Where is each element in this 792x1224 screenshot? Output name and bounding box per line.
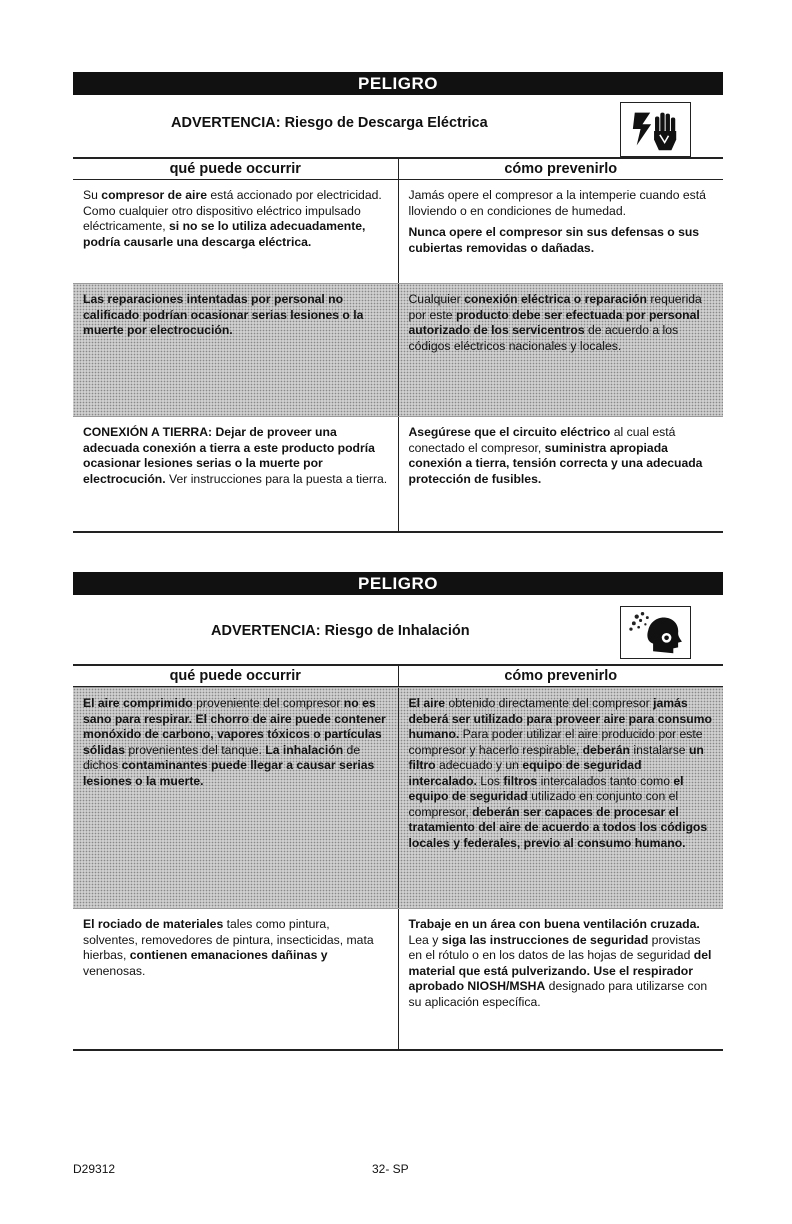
how-cell bbox=[398, 909, 724, 1049]
bold-text-run: siga las instrucciones de seguridad bbox=[441, 932, 649, 947]
how-cell bbox=[398, 180, 724, 283]
text-run: al cual está conectado el compresor, bbox=[408, 425, 676, 455]
text-run: provistas en el rótulo o en los datos de las hojas de seguridad bbox=[408, 932, 701, 962]
bold-text-run: conexión eléctrica o reparación bbox=[464, 292, 647, 306]
table-row bbox=[73, 283, 723, 417]
cell-paragraph bbox=[83, 292, 388, 339]
text-run: obtenido directamente del compresor bbox=[445, 696, 654, 710]
cell-paragraph bbox=[83, 696, 388, 789]
bold-text-run: si no se lo utiliza adecuadamente, podría causarle una descarga eléctrica. bbox=[83, 219, 366, 249]
table-header bbox=[73, 159, 723, 180]
text-run: instalarse bbox=[630, 742, 689, 757]
cell-paragraph bbox=[409, 225, 714, 256]
text-run: Ver instrucciones para la puesta a tierra. bbox=[165, 471, 388, 486]
model-number: D29312 bbox=[73, 1162, 116, 1176]
text-run: Jamás opere el compresor a la intemperie cuando está lloviendo o en condiciones de humedad. bbox=[408, 188, 706, 218]
what-cell bbox=[73, 688, 398, 908]
text-run: Los bbox=[476, 773, 504, 788]
text-run: provenientes del tanque. bbox=[125, 742, 266, 757]
text-run: está accionado por electricidad. Como cualquier otro dispositivo eléctrico impulsado eléctricamente, bbox=[83, 188, 382, 233]
text-run: adecuado y un bbox=[435, 758, 523, 772]
table-header bbox=[73, 666, 723, 687]
cell-paragraph bbox=[83, 425, 388, 487]
cell-paragraph bbox=[409, 917, 714, 1010]
cell-paragraph bbox=[409, 696, 714, 851]
bold-text-run: El rociado de materiales bbox=[83, 917, 224, 931]
table-row bbox=[73, 909, 723, 1049]
table-row bbox=[73, 687, 723, 909]
cell-paragraph bbox=[409, 292, 714, 354]
bold-text-run: compresor de aire bbox=[101, 188, 207, 202]
hazard-table bbox=[73, 664, 723, 1051]
table-row bbox=[73, 417, 723, 531]
bold-text-run: contienen emanaciones dañinas y bbox=[129, 948, 328, 962]
text-run: Cualquier bbox=[408, 292, 465, 306]
bold-text-run: no es sano para respirar. El chorro de aire puede contener monóxido de carbono, vapores tóxicos o partículas sólidas bbox=[83, 696, 386, 757]
what-cell bbox=[73, 417, 398, 531]
bold-text-run: deberán ser capaces de procesar el tratamiento del aire de acuerdo a todos los códigos locales y federales, previo al consumo humano. bbox=[408, 804, 708, 850]
bold-text-run: filtros bbox=[503, 773, 538, 788]
text-run: requerida por este bbox=[408, 292, 702, 322]
text-run: utilizado en conjunto con el compresor, bbox=[408, 789, 679, 819]
what-cell bbox=[73, 180, 398, 283]
bold-text-run: equipo de seguridad intercalado. bbox=[408, 758, 642, 788]
how-cell bbox=[398, 284, 724, 416]
cell-paragraph bbox=[83, 188, 388, 250]
cell-paragraph bbox=[409, 188, 714, 219]
bold-text-run: Trabaje en un área con buena ventilación cruzada. bbox=[408, 917, 700, 931]
danger-banner: PELIGRO bbox=[73, 72, 723, 95]
how-cell bbox=[398, 688, 724, 908]
bold-text-run: suministra apropiada conexión a tierra, tensión correcta y una adecuada protección de fusibles. bbox=[408, 440, 703, 486]
bold-text-run: CONEXIÓN A TIERRA: Dejar de proveer una adecuada conexión a tierra a este producto podría ocasionar lesiones serias o la muerte por electrocución. bbox=[83, 425, 375, 486]
warning-header bbox=[73, 595, 723, 664]
cell-paragraph bbox=[409, 425, 714, 487]
text-run: de acuerdo a los códigos eléctricos nacionales y locales. bbox=[408, 323, 679, 353]
text-run: Su bbox=[83, 188, 102, 202]
bold-text-run: La inhalación bbox=[265, 742, 344, 757]
bold-text-run: Asegúrese que el circuito eléctrico bbox=[408, 425, 611, 439]
header-what-can-happen: qué puede occurrir bbox=[169, 668, 301, 684]
page-number: 32- SP bbox=[372, 1162, 409, 1176]
header-how-to-prevent: cómo prevenirlo bbox=[398, 159, 724, 179]
warning-header bbox=[73, 95, 723, 157]
bold-text-run: Nunca opere el compresor sin sus defensas o sus cubiertas removidas o dañadas. bbox=[408, 225, 700, 255]
how-cell bbox=[398, 417, 724, 531]
what-cell bbox=[73, 909, 398, 1049]
text-run: Lea y bbox=[408, 932, 442, 947]
text-run: Para poder utilizar el aire producido por este compresor y hacerlo respirable, bbox=[408, 727, 703, 757]
what-cell bbox=[73, 284, 398, 416]
electric-shock-section bbox=[73, 72, 723, 533]
text-run: tales como pintura, solventes, removedores de pintura, insecticidas, mata hierbas, bbox=[83, 917, 374, 962]
bold-text-run: producto debe ser efectuada por personal autorizado de los servicentros bbox=[408, 307, 700, 337]
text-run: de dichos bbox=[83, 742, 361, 772]
bold-text-run: El aire bbox=[408, 696, 446, 710]
text-run: venenosas. bbox=[83, 963, 146, 978]
bold-text-run: del material que está pulverizando. Use el respirador aprobado NIOSH/MSHA bbox=[408, 948, 712, 993]
header-how-to-prevent: cómo prevenirlo bbox=[398, 666, 724, 686]
warning-title: ADVERTENCIA: Riesgo de Inhalación bbox=[211, 623, 470, 639]
bold-text-run: jamás deberá ser utilizado para proveer aire para consumo humano. bbox=[408, 696, 712, 741]
hazard-table bbox=[73, 157, 723, 533]
text-run: designado para utilizarse con su aplicación específica. bbox=[408, 979, 708, 1009]
inhalation-section bbox=[73, 572, 723, 1051]
danger-banner: PELIGRO bbox=[73, 572, 723, 595]
header-what-can-happen: qué puede occurrir bbox=[169, 161, 301, 177]
bold-text-run: Las reparaciones intentadas por personal no calificado podrían ocasionar serias lesiones o la muerte por electrocución. bbox=[83, 292, 364, 337]
text-run: intercalados tanto como bbox=[537, 773, 674, 788]
bold-text-run: el equipo de seguridad bbox=[408, 773, 684, 803]
bold-text-run: deberán bbox=[582, 742, 631, 757]
electric-shock-hazard-icon bbox=[620, 102, 691, 157]
cell-paragraph bbox=[83, 917, 388, 979]
bold-text-run: un filtro bbox=[408, 742, 704, 772]
warning-title: ADVERTENCIA: Riesgo de Descarga Eléctrica bbox=[171, 115, 488, 131]
bold-text-run: contaminantes puede llegar a causar serias lesiones o la muerte. bbox=[83, 758, 375, 788]
table-row bbox=[73, 180, 723, 283]
bold-text-run: El aire comprimido bbox=[83, 696, 193, 710]
inhalation-hazard-icon bbox=[620, 606, 691, 659]
text-run: proveniente del compresor bbox=[192, 696, 344, 710]
